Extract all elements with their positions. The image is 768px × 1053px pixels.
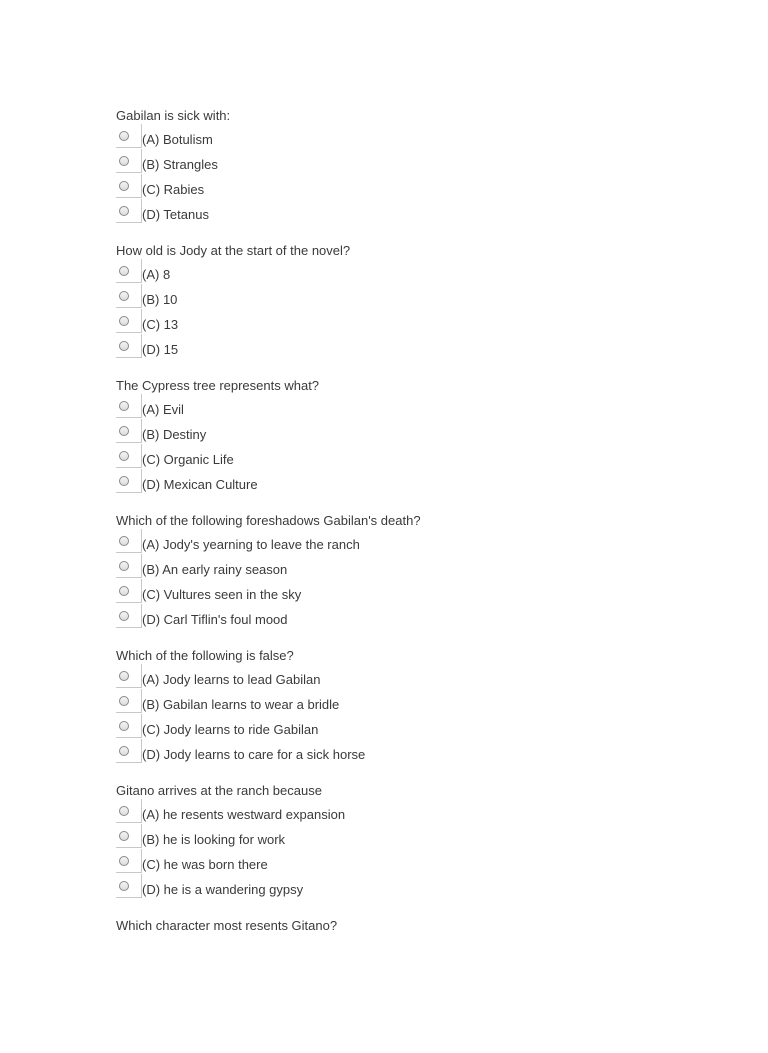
radio-container — [116, 799, 142, 824]
radio-container — [116, 199, 142, 224]
answer-option[interactable] — [116, 284, 676, 309]
question-text: How old is Jody at the start of the novel? — [116, 243, 351, 258]
radio-container — [116, 604, 142, 629]
option-label: (B) Strangles — [142, 157, 218, 172]
radio-button[interactable] — [119, 131, 129, 141]
radio-container — [116, 334, 142, 359]
option-label: (C) Vultures seen in the sky — [142, 587, 302, 602]
radio-container — [116, 664, 142, 689]
question-text: The Cypress tree represents what? — [116, 378, 320, 393]
question-text: Gitano arrives at the ranch because — [116, 783, 322, 798]
radio-container — [116, 419, 142, 444]
radio-button[interactable] — [119, 341, 129, 351]
answer-option[interactable] — [116, 199, 676, 224]
radio-button[interactable] — [119, 881, 129, 891]
option-label: (A) Botulism — [142, 132, 213, 147]
answer-option[interactable] — [116, 419, 676, 444]
option-label: (C) he was born there — [142, 857, 268, 872]
answer-option[interactable] — [116, 739, 676, 764]
answer-option[interactable] — [116, 874, 676, 899]
option-label: (A) 8 — [142, 267, 171, 282]
answer-option[interactable] — [116, 124, 676, 149]
option-label: (D) 15 — [142, 342, 179, 357]
radio-button[interactable] — [119, 611, 129, 621]
option-label: (C) Organic Life — [142, 452, 234, 467]
radio-button[interactable] — [119, 561, 129, 571]
radio-container — [116, 284, 142, 309]
answer-option[interactable] — [116, 529, 676, 554]
option-label: (B) Gabilan learns to wear a bridle — [142, 697, 340, 712]
option-label: (B) An early rainy season — [142, 562, 288, 577]
radio-button[interactable] — [119, 856, 129, 866]
answer-option[interactable] — [116, 849, 676, 874]
radio-button[interactable] — [119, 806, 129, 816]
radio-container — [116, 739, 142, 764]
option-label: (D) Jody learns to care for a sick horse — [142, 747, 366, 762]
question-block — [116, 378, 676, 513]
radio-container — [116, 444, 142, 469]
radio-button[interactable] — [119, 426, 129, 436]
option-label: (B) Destiny — [142, 427, 207, 442]
question-block — [116, 648, 676, 783]
answer-option[interactable] — [116, 824, 676, 849]
radio-container — [116, 124, 142, 149]
radio-container — [116, 849, 142, 874]
question-block — [116, 783, 676, 918]
answer-option[interactable] — [116, 309, 676, 334]
radio-button[interactable] — [119, 586, 129, 596]
radio-button[interactable] — [119, 536, 129, 546]
radio-container — [116, 469, 142, 494]
radio-button[interactable] — [119, 696, 129, 706]
radio-button[interactable] — [119, 206, 129, 216]
option-label: (D) Mexican Culture — [142, 477, 258, 492]
question-block — [116, 918, 676, 1053]
answer-option[interactable] — [116, 799, 676, 824]
radio-button[interactable] — [119, 266, 129, 276]
radio-button[interactable] — [119, 746, 129, 756]
answer-option[interactable] — [116, 604, 676, 629]
radio-container — [116, 529, 142, 554]
radio-button[interactable] — [119, 316, 129, 326]
radio-button[interactable] — [119, 721, 129, 731]
radio-button[interactable] — [119, 181, 129, 191]
answer-option[interactable] — [116, 444, 676, 469]
radio-container — [116, 309, 142, 334]
question-text: Which of the following foreshadows Gabilan's death? — [116, 513, 421, 528]
radio-button[interactable] — [119, 291, 129, 301]
option-label: (D) he is a wandering gypsy — [142, 882, 304, 897]
quiz — [116, 108, 676, 1053]
radio-button[interactable] — [119, 156, 129, 166]
option-label: (B) he is looking for work — [142, 832, 286, 847]
question-block — [116, 513, 676, 648]
radio-container — [116, 874, 142, 899]
radio-button[interactable] — [119, 831, 129, 841]
answer-option[interactable] — [116, 714, 676, 739]
question-text: Which of the following is false? — [116, 648, 294, 663]
option-label: (D) Tetanus — [142, 207, 209, 222]
radio-container — [116, 554, 142, 579]
radio-container — [116, 579, 142, 604]
option-label: (C) Jody learns to ride Gabilan — [142, 722, 319, 737]
answer-option[interactable] — [116, 149, 676, 174]
option-label: (C) 13 — [142, 317, 179, 332]
radio-container — [116, 394, 142, 419]
option-label: (A) he resents westward expansion — [142, 807, 346, 822]
answer-option[interactable] — [116, 334, 676, 359]
option-label: (A) Jody learns to lead Gabilan — [142, 672, 321, 687]
answer-option[interactable] — [116, 469, 676, 494]
answer-option[interactable] — [116, 554, 676, 579]
radio-container — [116, 259, 142, 284]
radio-container — [116, 824, 142, 849]
radio-button[interactable] — [119, 401, 129, 411]
question-block — [116, 108, 676, 243]
answer-option[interactable] — [116, 579, 676, 604]
option-label: (C) Rabies — [142, 182, 205, 197]
option-label: (D) Carl Tiflin's foul mood — [142, 612, 288, 627]
answer-option[interactable] — [116, 664, 676, 689]
answer-option[interactable] — [116, 174, 676, 199]
answer-option[interactable] — [116, 394, 676, 419]
answer-option[interactable] — [116, 689, 676, 714]
radio-button[interactable] — [119, 671, 129, 681]
radio-container — [116, 689, 142, 714]
question-block — [116, 243, 676, 378]
option-label: (A) Jody's yearning to leave the ranch — [142, 537, 360, 552]
radio-container — [116, 174, 142, 199]
radio-container — [116, 714, 142, 739]
question-text: Gabilan is sick with: — [116, 108, 231, 123]
radio-button[interactable] — [119, 476, 129, 486]
option-label: (A) Evil — [142, 402, 184, 417]
option-label: (B) 10 — [142, 292, 178, 307]
radio-container — [116, 149, 142, 174]
radio-button[interactable] — [119, 451, 129, 461]
question-text: Which character most resents Gitano? — [116, 918, 338, 933]
answer-option[interactable] — [116, 259, 676, 284]
